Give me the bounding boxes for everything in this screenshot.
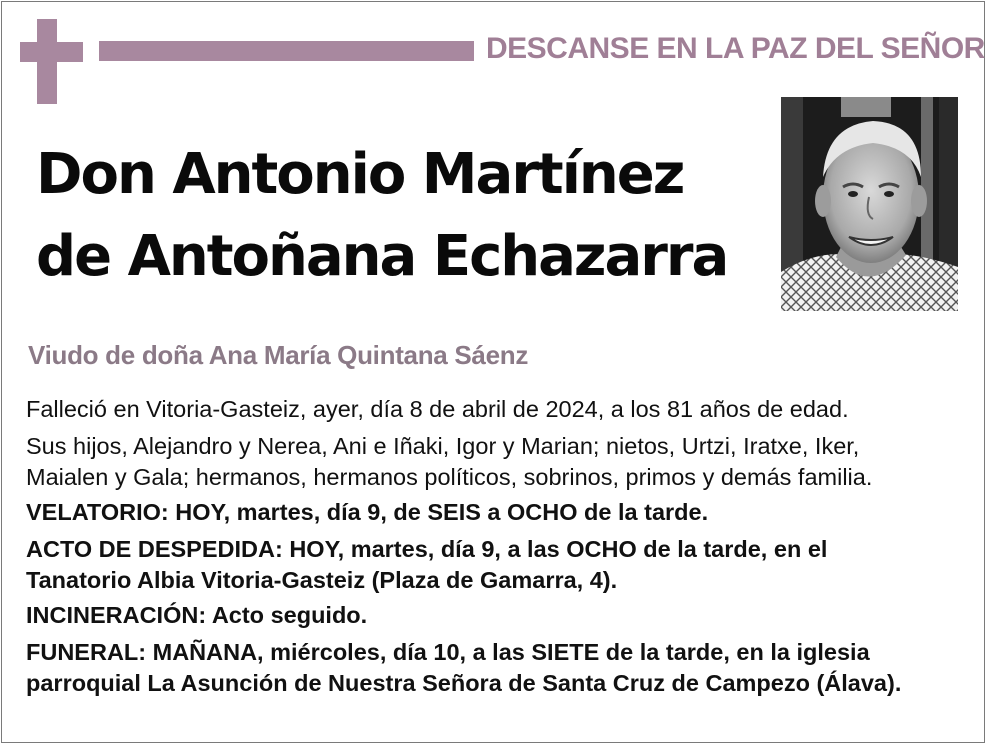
incineracion-paragraph: INCINERACIÓN: Acto seguido. <box>26 602 368 628</box>
header-caption: DESCANSE EN LA PAZ DEL SEÑOR <box>486 32 985 65</box>
funeral-line-1: FUNERAL: MAÑANA, miércoles, día 10, a las SIETE de la tarde, en la iglesia <box>26 639 870 665</box>
deceased-name-line-1: Don Antonio Martínez <box>36 142 684 207</box>
portrait-photo <box>781 97 958 311</box>
despedida-paragraph <box>26 534 966 596</box>
cross-icon-horizontal <box>20 42 83 62</box>
obituary-text <box>26 394 966 705</box>
family-line-1: Sus hijos, Alejandro y Nerea, Ani e Iñaki, Igor y Marian; nietos, Urtzi, Iratxe, Iker, <box>26 433 860 459</box>
family-line-2: Maialen y Gala; hermanos, hermanos políticos, sobrinos, primos y demás familia. <box>26 464 873 490</box>
velatorio-paragraph: VELATORIO: HOY, martes, día 9, de SEIS a OCHO de la tarde. <box>26 499 709 525</box>
funeral-paragraph <box>26 637 966 699</box>
funeral-line-2: parroquial La Asunción de Nuestra Señora de Santa Cruz de Campezo (Álava). <box>26 670 902 696</box>
family-paragraph <box>26 431 966 493</box>
despedida-line-2: Tanatorio Albia Vitoria-Gasteiz (Plaza de Gamarra, 4). <box>26 567 618 593</box>
obituary-card <box>1 1 985 743</box>
deceased-name <box>36 134 756 298</box>
header-bar <box>99 41 474 61</box>
spouse-line: Viudo de doña Ana María Quintana Sáenz <box>28 340 529 370</box>
deceased-name-line-2: de Antoñana Echazarra <box>36 224 728 289</box>
despedida-line-1: ACTO DE DESPEDIDA: HOY, martes, día 9, a las OCHO de la tarde, en el <box>26 536 828 562</box>
death-paragraph: Falleció en Vitoria-Gasteiz, ayer, día 8 de abril de 2024, a los 81 años de edad. <box>26 396 849 422</box>
